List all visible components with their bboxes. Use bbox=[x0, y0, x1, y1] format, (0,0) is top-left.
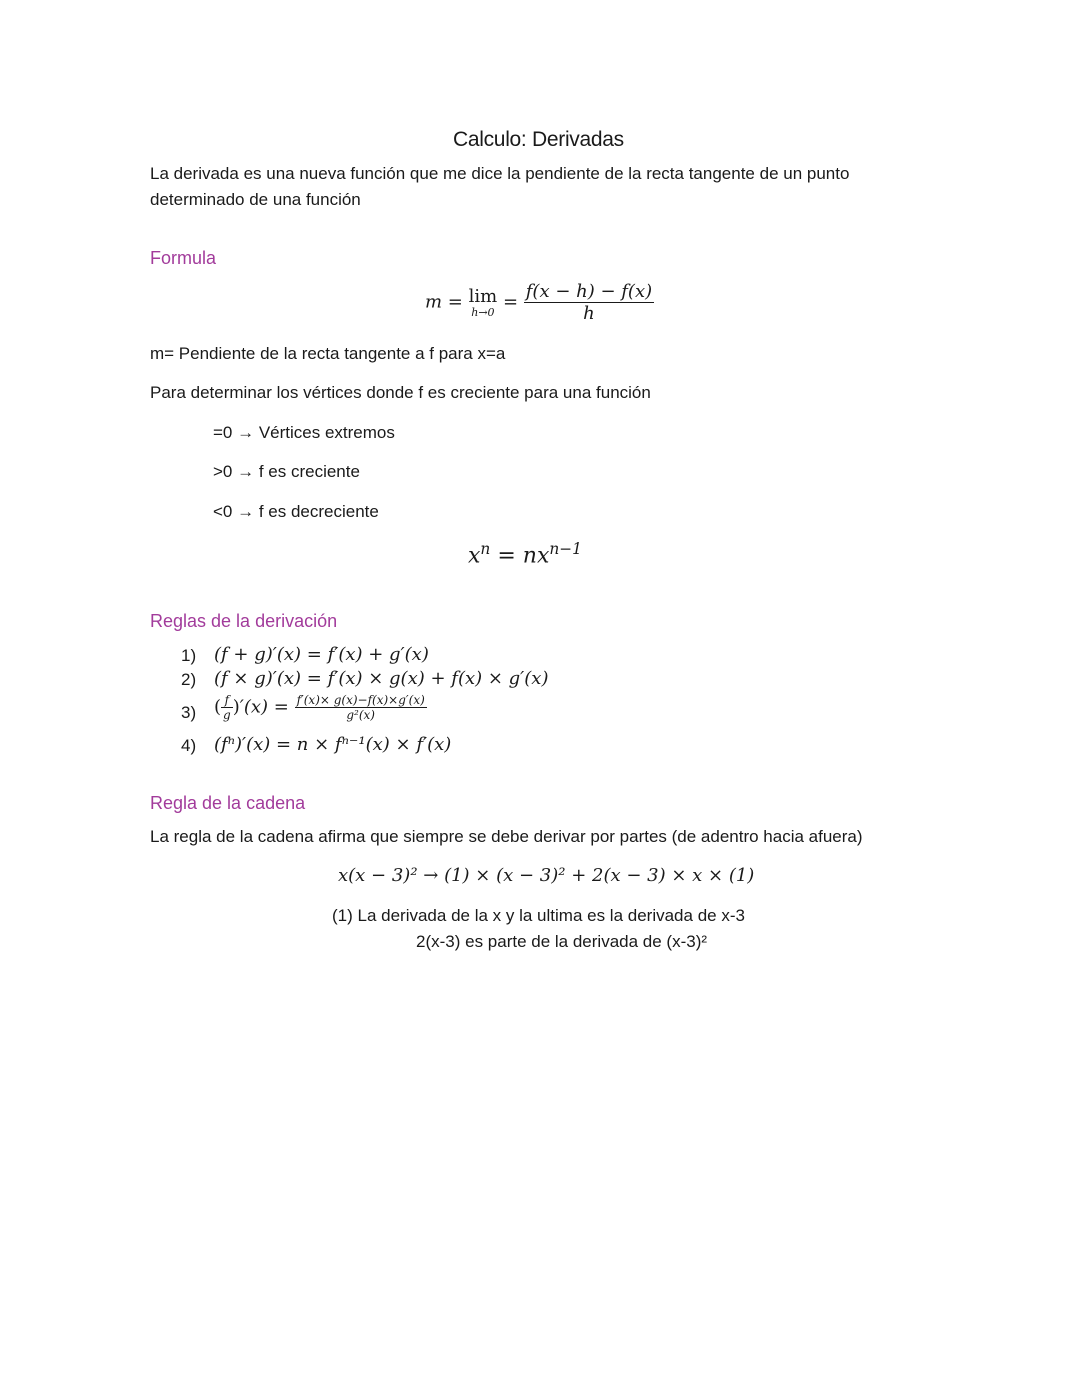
rule-4-number: 4) bbox=[181, 736, 197, 755]
formula-equals: = bbox=[502, 291, 519, 313]
chain-note-1: (1) La derivada de la x y la ultima es la derivada de x-3 bbox=[332, 906, 745, 925]
rule-3-rhs-den: g²(x) bbox=[346, 708, 375, 722]
rule-3-quotient: ( $\frac{f}{g}$ )′(x) = $\frac{f'(x)\times g(x)-f(x)\times g'(x)}{\text{g²(x)}}$ bbox=[214, 693, 425, 722]
vertices-intro: Para determinar los vértices donde f es creciente para una función bbox=[150, 383, 651, 402]
power-rule bbox=[468, 540, 582, 568]
chain-note-2: 2(x-3) es parte de la derivada de (x-3)² bbox=[416, 932, 708, 951]
page-title: Calculo: Derivadas bbox=[453, 128, 624, 151]
difference-quotient bbox=[524, 281, 654, 324]
intro-line-1: La derivada es una nueva función que me dice la pendiente de la recta tangente de un punto bbox=[150, 164, 850, 183]
chain-description: La regla de la cadena afirma que siempre se debe derivar por partes (de adentro hacia afuera) bbox=[150, 827, 863, 846]
formula-heading: Formula bbox=[150, 248, 217, 268]
chain-heading: Regla de la cadena bbox=[150, 793, 306, 813]
chain-example: x(x − 3)² → (1) × (x − 3)² + 2(x − 3) × x × (1) bbox=[338, 865, 755, 886]
quotient-denominator: h bbox=[583, 303, 595, 324]
rule-3-lhs-tail: ′(x) = bbox=[239, 696, 289, 718]
rule-2-number: 2) bbox=[181, 670, 197, 689]
power-rhs-exponent: n−1 bbox=[549, 540, 582, 558]
rules-heading: Reglas de la derivación bbox=[150, 611, 338, 631]
rule-3-lhs-den: g bbox=[223, 708, 231, 722]
rule-3-rhs-num: f′(x)× g(x)−f(x)×g′(x) bbox=[296, 693, 425, 707]
intro-line-2: determinado de una función bbox=[150, 190, 361, 209]
limit-label: lim bbox=[468, 285, 498, 307]
power-rhs: = nx bbox=[497, 543, 550, 569]
quotient-numerator: f(x − h) − f(x) bbox=[525, 281, 653, 302]
power-base: x bbox=[468, 543, 481, 569]
formula-lhs: m = bbox=[425, 291, 463, 313]
rule-1-number: 1) bbox=[181, 646, 197, 665]
rule-3-lhs-fraction bbox=[221, 693, 233, 722]
case-positive: >0 → f es creciente bbox=[213, 462, 360, 481]
rule-1-sum: (f + g)′(x) = f′(x) + g′(x) bbox=[214, 644, 429, 665]
power-exponent: n bbox=[480, 540, 491, 558]
limit-subscript: h→0 bbox=[471, 305, 495, 319]
rule-4-power: (fⁿ)′(x) = n × fⁿ⁻¹(x) × f′(x) bbox=[214, 734, 452, 755]
rule-2-product: (f × g)′(x) = f′(x) × g(x) + f(x) × g′(x) bbox=[214, 668, 549, 689]
m-definition: m= Pendiente de la recta tangente a f para x=a bbox=[150, 344, 506, 363]
case-zero: =0 → Vértices extremos bbox=[213, 423, 395, 442]
case-negative: <0 → f es decreciente bbox=[213, 502, 379, 521]
rule-3-rhs-fraction bbox=[295, 693, 427, 722]
rule-3-lhs-num: f bbox=[221, 693, 233, 708]
limit-definition-formula bbox=[425, 281, 654, 324]
limit-operator bbox=[468, 285, 498, 319]
rule-3-number: 3) bbox=[181, 703, 197, 722]
